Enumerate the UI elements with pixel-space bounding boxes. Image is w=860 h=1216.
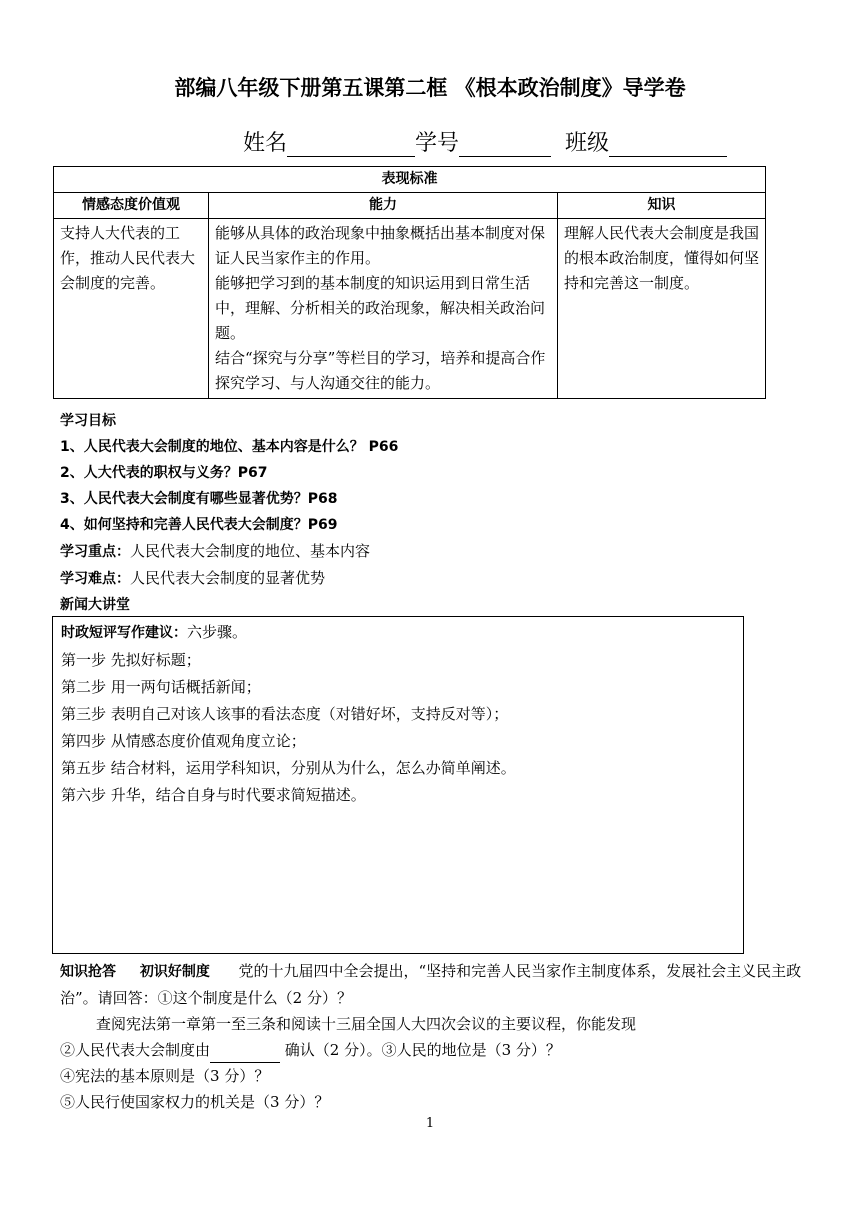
difficulty-text: 人民代表大会制度的显著优势 xyxy=(130,569,326,587)
quiz-question-5: ⑤人民行使国家权力的机关是（3 分）？ xyxy=(60,1093,330,1111)
quiz-sublabel: 初识好制度 xyxy=(139,964,210,980)
page-title: 部编八年级下册第五课第二框 《根本政治制度》导学卷 xyxy=(174,76,686,100)
difficulty-label: 学习难点： xyxy=(60,571,130,587)
objective-item: 3、人民代表大会制度有哪些显著优势？P68 xyxy=(60,491,338,507)
step-item: 第三步 表明自己对该人该事的看法态度（对错好坏，支持反对等）； xyxy=(61,705,509,723)
id-label: 学号 xyxy=(415,131,460,156)
key-point-label: 学习重点： xyxy=(60,544,130,560)
quiz-section xyxy=(60,958,805,1115)
name-label: 姓名 xyxy=(243,131,288,156)
objectives-section xyxy=(60,408,398,618)
class-blank[interactable] xyxy=(609,134,727,157)
answer-blank[interactable] xyxy=(210,1044,280,1063)
objective-item: 2、人大代表的职权与义务？P67 xyxy=(60,465,268,481)
tip-text: 六步骤。 xyxy=(187,623,248,641)
attitude-cell: 支持人大代表的工作，推动人民代表大会制度的完善。 xyxy=(54,219,209,399)
objective-item: 4、如何坚持和完善人民代表大会制度？P69 xyxy=(60,517,338,533)
q2-post: 确认（2 分）。③人民的地位是（3 分）？ xyxy=(280,1041,561,1059)
ability-cell xyxy=(209,219,558,399)
key-point xyxy=(60,538,398,565)
page-number: 1 xyxy=(425,1116,435,1131)
step-item: 第五步 结合材料，运用学科知识，分别从为什么，怎么办简单阐述。 xyxy=(61,759,516,777)
quiz-intro-text: 党的十九届四中全会提出，“坚持和完善人民当家作主制度体系，发展社会主义民主政治”。请回答：①这个制度是什么（2 分）？ xyxy=(60,962,802,1007)
standards-table xyxy=(53,166,766,399)
knowledge-cell: 理解人民代表大会制度是我国的根本政治制度，懂得如何坚持和完善这一制度。 xyxy=(558,219,766,399)
tip-line xyxy=(61,619,735,647)
step-item: 第四步 从情感态度价值观角度立论； xyxy=(61,732,306,750)
column-header-attitude: 情感态度价值观 xyxy=(54,193,209,219)
difficulty-point xyxy=(60,565,398,592)
tip-label: 时政短评写作建议： xyxy=(61,625,187,641)
quiz-question-4: ④宪法的基本原则是（3 分）？ xyxy=(60,1067,270,1085)
step-item: 第一步 先拟好标题； xyxy=(61,651,201,669)
quiz-label: 知识抢答 xyxy=(60,964,116,980)
news-heading: 新闻大讲堂 xyxy=(60,597,130,613)
column-header-knowledge: 知识 xyxy=(558,193,766,219)
student-info-row xyxy=(243,126,727,157)
class-label: 班级 xyxy=(565,131,610,156)
quiz-line: 查阅宪法第一章第一至三条和阅读十三届全国人大四次会议的主要议程，你能发现 xyxy=(96,1015,637,1033)
name-blank[interactable] xyxy=(287,134,415,157)
step-item: 第六步 升华，结合自身与时代要求简短描述。 xyxy=(61,786,366,804)
news-writing-box xyxy=(52,616,744,954)
quiz-intro xyxy=(60,958,805,1011)
column-header-ability: 能力 xyxy=(209,193,558,219)
quiz-question-2 xyxy=(60,1037,805,1063)
ability-item: 能够把学习到的基本制度的知识运用到日常生活中，理解、分析相关的政治现象，解决相关政治问题。 xyxy=(215,274,546,342)
table-header: 表现标准 xyxy=(54,167,766,193)
ability-item: 结合“探究与分享”等栏目的学习，培养和提高合作探究学习、与人沟通交往的能力。 xyxy=(215,349,546,392)
ability-item: 能够从具体的政治现象中抽象概括出基本制度对保证人民当家作主的作用。 xyxy=(215,224,546,267)
objective-item: 1、人民代表大会制度的地位、基本内容是什么？ P66 xyxy=(60,439,399,455)
step-item: 第二步 用一两句话概括新闻； xyxy=(61,678,261,696)
id-blank[interactable] xyxy=(459,134,551,157)
objectives-heading: 学习目标 xyxy=(60,413,116,429)
q2-pre: ②人民代表大会制度由 xyxy=(60,1041,211,1059)
key-point-text: 人民代表大会制度的地位、基本内容 xyxy=(130,542,371,560)
